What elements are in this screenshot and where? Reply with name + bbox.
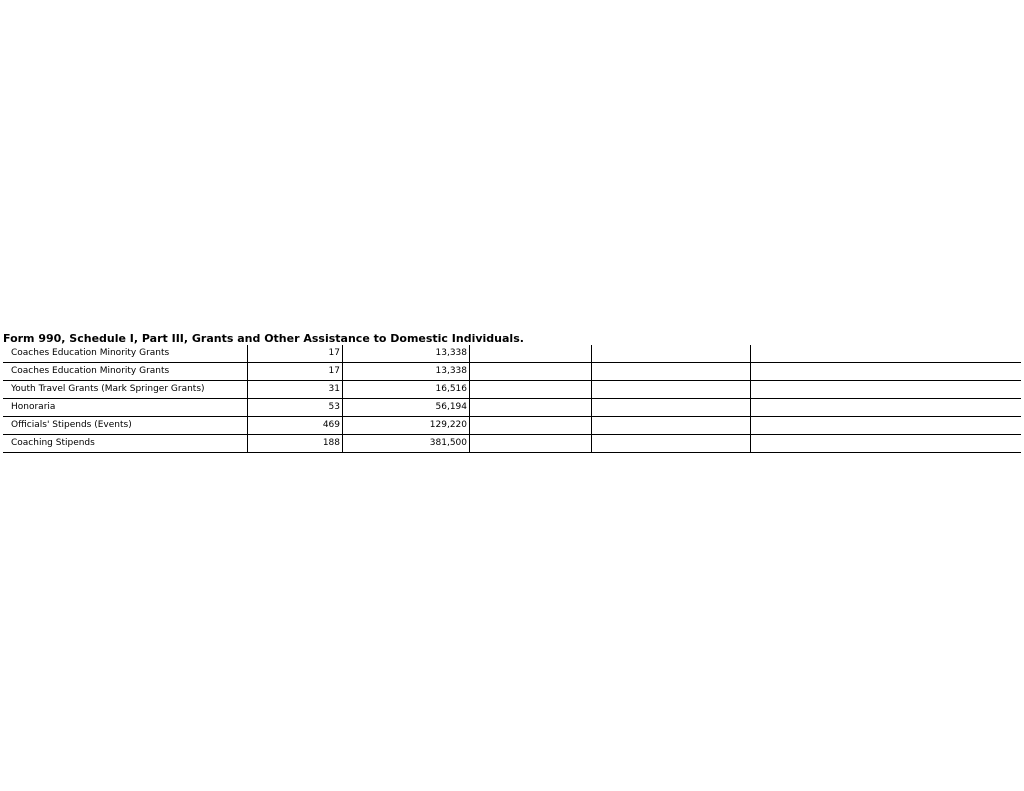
table-row bbox=[3, 417, 1021, 435]
noncash-description-cell bbox=[751, 435, 1022, 453]
grant-type-cell: Coaches Education Minority Grants bbox=[3, 363, 248, 381]
noncash-description-cell bbox=[751, 381, 1022, 399]
noncash-assistance-cell bbox=[470, 381, 592, 399]
noncash-description-cell bbox=[751, 345, 1022, 363]
table-row bbox=[3, 381, 1021, 399]
cash-grant-amount-cell: 16,516 bbox=[343, 381, 470, 399]
recipient-count-cell: 188 bbox=[248, 435, 343, 453]
valuation-method-cell bbox=[592, 399, 751, 417]
valuation-method-cell bbox=[592, 435, 751, 453]
table-row bbox=[3, 435, 1021, 453]
cash-grant-amount-cell: 129,220 bbox=[343, 417, 470, 435]
noncash-description-cell bbox=[751, 399, 1022, 417]
grant-type-cell: Coaching Stipends bbox=[3, 435, 248, 453]
grant-type-cell: Youth Travel Grants (Mark Springer Grants) bbox=[3, 381, 248, 399]
table-row bbox=[3, 399, 1021, 417]
grant-type-cell: Honoraria bbox=[3, 399, 248, 417]
recipient-count-cell: 31 bbox=[248, 381, 343, 399]
noncash-assistance-cell bbox=[470, 417, 592, 435]
grants-table bbox=[3, 345, 1021, 453]
valuation-method-cell bbox=[592, 363, 751, 381]
cash-grant-amount-cell: 13,338 bbox=[343, 363, 470, 381]
noncash-assistance-cell bbox=[470, 363, 592, 381]
valuation-method-cell bbox=[592, 381, 751, 399]
noncash-assistance-cell bbox=[470, 345, 592, 363]
recipient-count-cell: 469 bbox=[248, 417, 343, 435]
table-row bbox=[3, 345, 1021, 363]
cash-grant-amount-cell: 56,194 bbox=[343, 399, 470, 417]
recipient-count-cell: 53 bbox=[248, 399, 343, 417]
page-title: Form 990, Schedule I, Part III, Grants and Other Assistance to Domestic Individuals. bbox=[3, 332, 524, 345]
table-row bbox=[3, 363, 1021, 381]
noncash-description-cell bbox=[751, 417, 1022, 435]
valuation-method-cell bbox=[592, 417, 751, 435]
valuation-method-cell bbox=[592, 345, 751, 363]
cash-grant-amount-cell: 381,500 bbox=[343, 435, 470, 453]
noncash-assistance-cell bbox=[470, 399, 592, 417]
recipient-count-cell: 17 bbox=[248, 345, 343, 363]
recipient-count-cell: 17 bbox=[248, 363, 343, 381]
cash-grant-amount-cell: 13,338 bbox=[343, 345, 470, 363]
grant-type-cell: Officials' Stipends (Events) bbox=[3, 417, 248, 435]
noncash-assistance-cell bbox=[470, 435, 592, 453]
grant-type-cell: Coaches Education Minority Grants bbox=[3, 345, 248, 363]
noncash-description-cell bbox=[751, 363, 1022, 381]
